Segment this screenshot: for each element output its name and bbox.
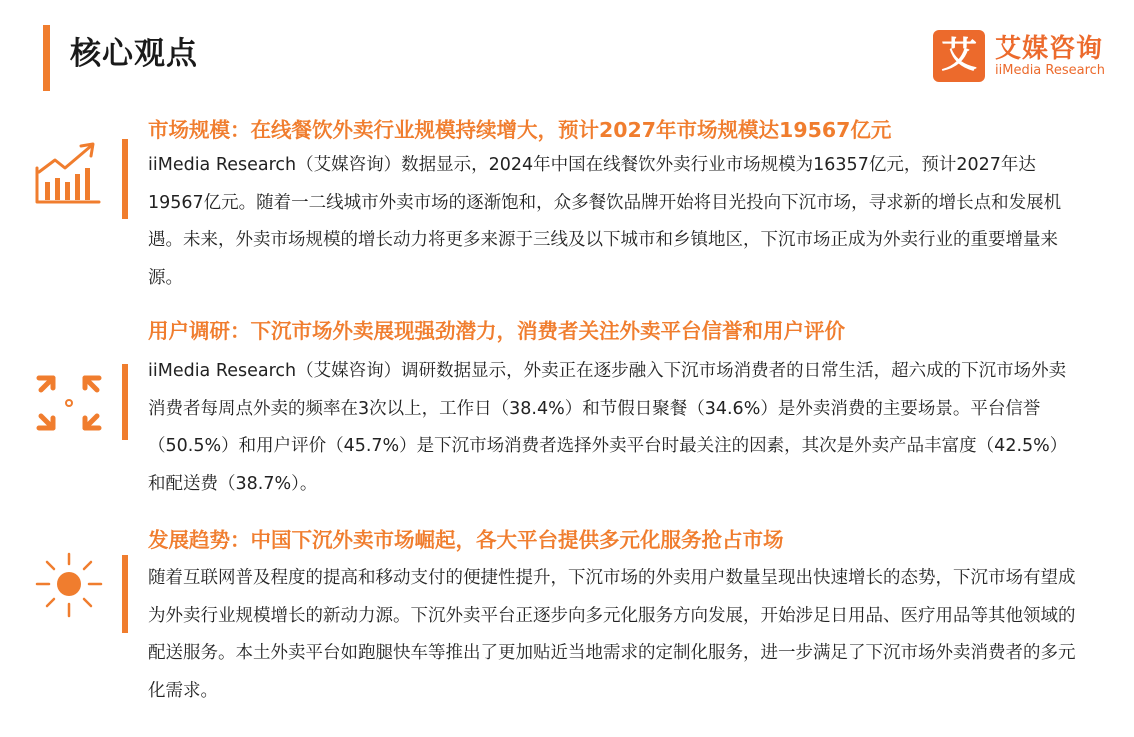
section-heading: 发展趋势：中国下沉外卖市场崛起，各大平台提供多元化服务抢占市场 — [148, 528, 784, 552]
logo-subtitle: iiMedia Research — [995, 63, 1106, 78]
section-heading: 用户调研：下沉市场外卖展现强劲潜力，消费者关注外卖平台信誉和用户评价 — [148, 319, 845, 343]
brand-logo — [933, 30, 1118, 86]
focus-arrows-icon — [33, 368, 105, 440]
page-title: 核心观点 — [70, 36, 198, 72]
section-body: iiMedia Research（艾媒咨询）数据显示，2024年中国在线餐饮外卖行业市场规模为16357亿元，预计2027年达19567亿元。随着一二线城市外卖市场的逐渐饱和，众多餐饮品牌开始将目光投向下沉市场，寻求新的增长点和发展机遇。未来，外卖市场规模的增长动力将更多来源于三线及以下城市和乡镇地区，下沉市场正成为外卖行业的重要增量来源。 — [148, 155, 1062, 288]
section-accent-bar — [122, 364, 128, 440]
section-accent-bar — [122, 139, 128, 219]
logo-name: 艾媒咨询 — [995, 34, 1104, 64]
section-body: 随着互联网普及程度的提高和移动支付的便捷性提升，下沉市场的外卖用户数量呈现出快速增长的态势，下沉市场有望成为外卖行业规模增长的新动力源。下沉外卖平台正逐步向多元化服务方向发展，开始涉足日用品、医疗用品等其他领域的配送服务。本土外卖平台如跑腿快车等推出了更加贴近当地需求的定制化服务，进一步满足了下沉市场外卖消费者的多元化需求。 — [148, 568, 1076, 701]
section-heading: 市场规模：在线餐饮外卖行业规模持续增大，预计2027年市场规模达19567亿元 — [148, 118, 892, 142]
section-accent-bar — [122, 555, 128, 633]
sun-icon — [33, 550, 105, 622]
section-body: iiMedia Research（艾媒咨询）调研数据显示，外卖正在逐步融入下沉市场消费者的日常生活，超六成的下沉市场外卖消费者每周点外卖的频率在3次以上，工作日（38.4%）和节假日聚餐（34.6%）是外卖消费的主要场景。平台信誉（50.5%）和用户评价（45.7%）是下沉市场消费者选择外卖平台时最关注的因素，其次是外卖产品丰富度（42.5%）和配送费（38.7%）。 — [148, 361, 1068, 494]
title-accent-bar — [43, 25, 50, 91]
logo-mark: 艾 — [933, 30, 985, 82]
bar-chart-growth-icon — [33, 138, 105, 210]
